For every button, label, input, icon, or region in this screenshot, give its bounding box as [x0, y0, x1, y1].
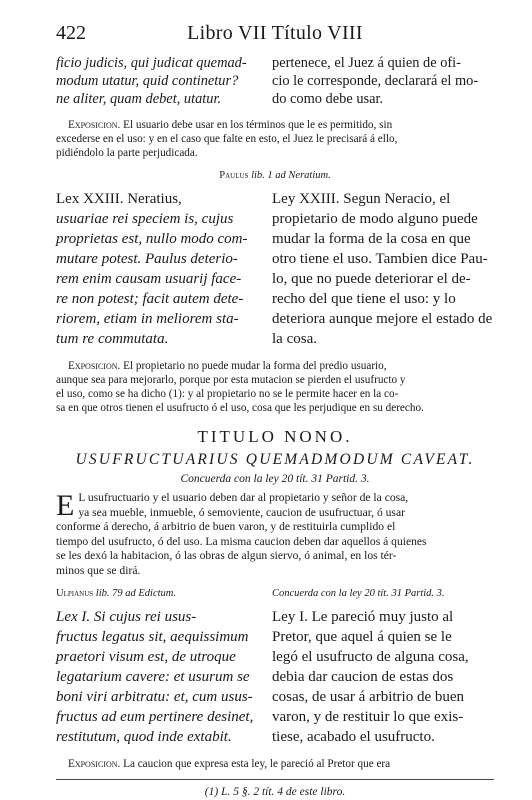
exposicion-text: El usuario debe usar en los términos que le es permitido, sin — [120, 119, 393, 131]
exposicion-text: El propietario no puede mudar la forma del predio usuario, — [120, 360, 387, 372]
title-rubric: USUFRUCTUARIUS QUEMADMODUM CAVEAT. — [75, 451, 475, 468]
spanish-line: cio le corresponde, declarará el mo- — [272, 73, 479, 89]
exposicion-label: Exposicion. — [68, 119, 121, 131]
source-author: Paulus — [219, 170, 249, 181]
latin-line: riorem, etiam in meliorem sta- — [56, 311, 239, 327]
latin-line: usuariae rei speciem is, cujus — [56, 211, 234, 227]
spanish-line: la cosa. — [272, 331, 317, 347]
lex-23-spanish — [272, 189, 494, 349]
intro-line: tiempo del usufructo, ó del uso. La misma caucion deben dar aquellos á quienes — [56, 534, 427, 548]
spanish-line: do como debe usar. — [272, 91, 384, 107]
latin-line: re non potest; facit autem dete- — [56, 291, 244, 307]
spanish-line: tiese, acabado el usufructo. — [272, 729, 435, 745]
exposicion-text: pidiéndolo la parte perjudicada. — [56, 147, 198, 159]
spanish-line: Pretor, que aquel á quien se le — [272, 629, 452, 645]
footnote-text: (1) L. 5 §. 2 tít. 4 de este libro. — [204, 786, 346, 798]
source-ulpianus — [56, 588, 258, 599]
exposicion-label: Exposicion. — [68, 758, 121, 770]
lex-1 — [56, 607, 494, 747]
top-spanish — [272, 54, 494, 108]
exposicion-label: Exposicion. — [68, 360, 121, 372]
intro-line: conforme á derecho, á arbitrio de buen varon, y de restituirla cumplido el — [56, 520, 396, 533]
exposicion-2 — [56, 359, 494, 415]
spanish-line: Ley I. Le pareció muy justo al — [272, 609, 454, 625]
source-row — [56, 588, 494, 599]
spanish-line: recho del que tiene el uso: y lo — [272, 291, 456, 307]
lex-1-latin — [56, 607, 258, 747]
intro-line: ya sea mueble, inmueble, ó semoviente, caucion de usufructuar, ó usar — [78, 505, 405, 519]
top-latin — [56, 54, 258, 108]
latin-line: proprietas est, nullo modo com- — [56, 231, 248, 247]
spanish-line: Ley XXIII. Segun Neracio, el — [272, 191, 451, 207]
lex-23-latin — [56, 189, 258, 349]
source-paulus — [56, 170, 494, 181]
latin-line: modum utatur, quid continetur? — [56, 73, 239, 89]
spanish-line: otro tiene el uso. Tambien dice Pau- — [272, 251, 488, 267]
source-ref: lib. 1 ad Neratium. — [248, 170, 331, 181]
title-heading: TITULO NONO. — [197, 427, 353, 446]
spanish-line: legó el usufructo de alguna cosa, — [272, 649, 469, 665]
spanish-line: varon, y de restituir lo que exis- — [272, 709, 464, 725]
spanish-line: pertenece, el Juez á quien de ofi- — [272, 55, 461, 71]
source-author: Ulpianus — [56, 588, 94, 599]
spanish-line: propietario de modo alguno puede — [272, 211, 478, 227]
running-header — [56, 22, 494, 48]
spanish-line: mudar la forma de la cosa en que — [272, 231, 471, 247]
source-concordance: Concuerda con la ley 20 tít. 31 Partid. 3. — [272, 588, 445, 599]
latin-line: praetori visum est, de utroque — [56, 649, 236, 665]
drop-cap: E — [56, 489, 75, 522]
spanish-line: deteriora aunque mejore el estado de — [272, 311, 493, 327]
latin-line: fructus ad eum pertinere desinet, — [56, 709, 254, 725]
lex-23 — [56, 189, 494, 349]
latin-line: legatarium cavere: et usurum se — [56, 669, 250, 685]
exposicion-text: el uso, como se ha dicho (1): y al propietario no se le permite hacer en la co- — [56, 388, 399, 400]
latin-line: rem enim causam usuarij face- — [56, 271, 242, 287]
latin-line: boni viri arbitratu: et, cum usus- — [56, 689, 253, 705]
intro-line: se les dexó la habitacion, ó las obras de algun siervo, ó animal, en los tér- — [56, 549, 397, 562]
page-content — [56, 22, 494, 798]
top-block — [56, 54, 494, 108]
intro-line: L usufructuario y el usuario deben dar al propietario y señor de la cosa, — [78, 491, 409, 504]
spanish-line: cosas, de usar á arbitrio de buen — [272, 689, 465, 705]
footnote-rule — [56, 779, 494, 780]
running-head: Libro VII Título VIII — [187, 22, 363, 44]
latin-line: restitutum, quod inde extabit. — [56, 729, 232, 745]
exposicion-text: La caucion que expresa esta ley, le pareció al Pretor que era — [120, 758, 391, 770]
source-ref: lib. 79 ad Edictum. — [93, 588, 176, 599]
exposicion-text: sa en que otros tienen el usufructo ó el uso, cosa que les perjudique en su derecho. — [56, 402, 424, 414]
latin-line: ficio judicis, qui judicat quemad- — [56, 55, 247, 71]
spanish-line: lo, que no puede deteriorar el de- — [272, 271, 471, 287]
exposicion-text: excederse en el uso: y en el caso que falte en esto, el Juez le precisará á ello, — [56, 133, 398, 145]
intro-line: minos que se dirá. — [56, 563, 141, 577]
page-number: 422 — [56, 22, 86, 44]
latin-line: fructus legatus sit, aequissimum — [56, 629, 249, 645]
latin-line — [56, 189, 258, 209]
spanish-line: debia dar caucion de estas dos — [272, 669, 454, 685]
exposicion-text: aunque sea para mejorarlo, porque por esta mutacion se pierden el usufructo y — [56, 374, 406, 386]
latin-line: tum re commutata. — [56, 331, 169, 347]
footnote — [56, 786, 494, 798]
latin-line: ne aliter, quam debet, utatur. — [56, 91, 222, 107]
latin-line: mutare potest. Paulus deterio- — [56, 251, 238, 267]
title-concordance: Concuerda con la ley 20 tít. 31 Partid. 3. — [180, 473, 370, 485]
intro-paragraph — [56, 491, 494, 578]
lex-heading: Lex XXIII. Neratius, — [56, 191, 182, 207]
latin-line: Lex I. Si cujus rei usus- — [56, 609, 197, 625]
exposicion-3 — [56, 757, 494, 771]
lex-1-spanish — [272, 607, 494, 747]
exposicion-1 — [56, 118, 494, 160]
